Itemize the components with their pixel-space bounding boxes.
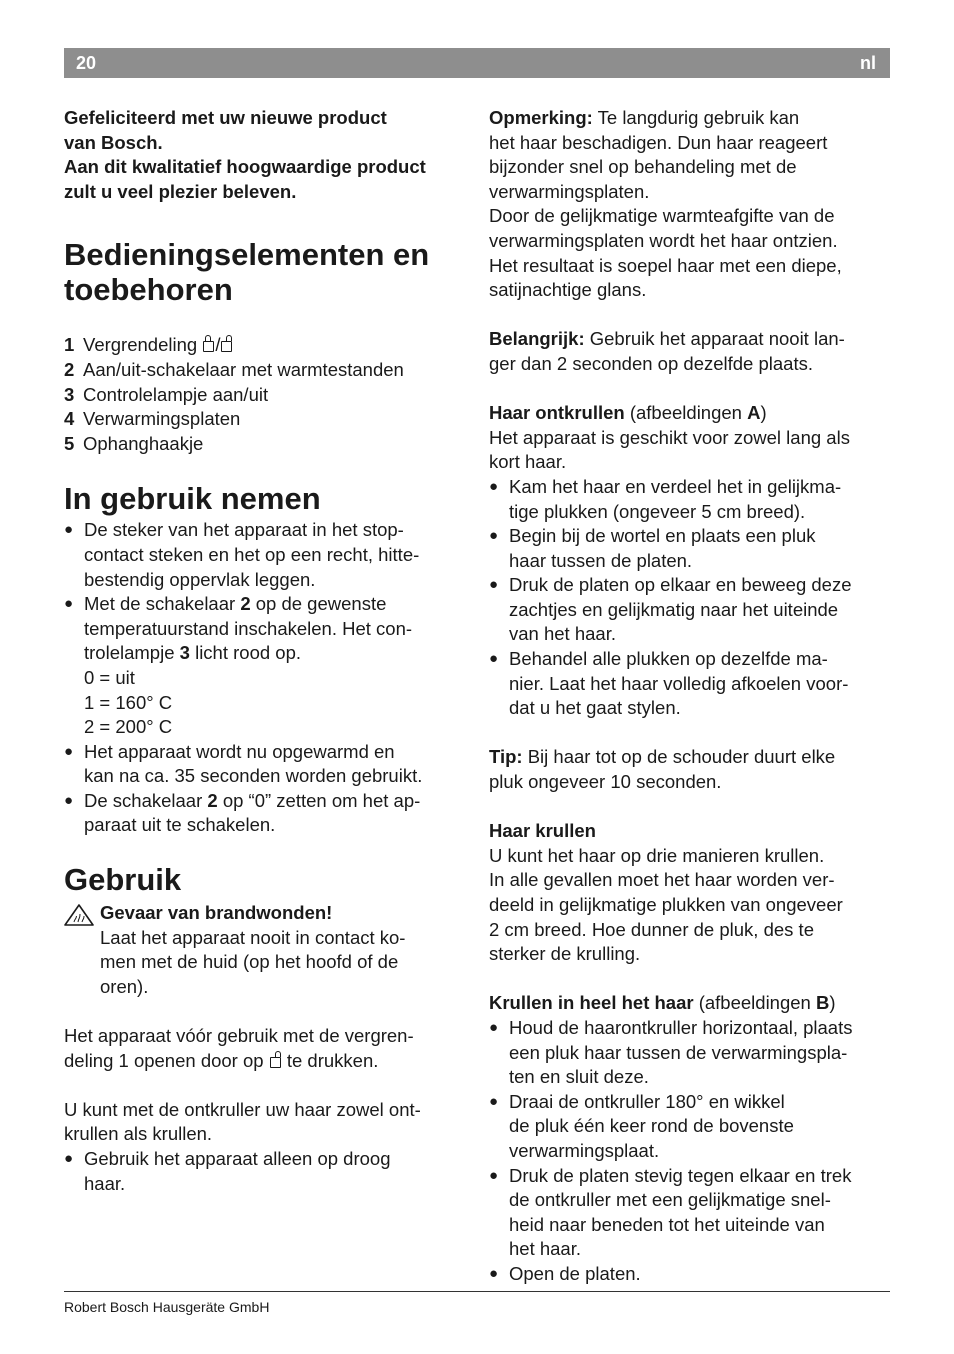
temp-setting: 0 = uit — [84, 666, 135, 688]
lock-open-icon — [270, 1057, 281, 1068]
language-code: nl — [860, 53, 876, 73]
section-title-usage: Gebruik — [64, 862, 182, 898]
parts-item: 5 Ophanghaakje — [64, 432, 204, 454]
section-title-setup: In gebruik nemen — [64, 481, 321, 517]
lock-open-icon — [221, 341, 232, 352]
parts-item: 3 Controlelampje aan/uit — [64, 383, 269, 405]
temp-setting: 2 = 200° C — [84, 716, 173, 738]
uncurl-intro: Het apparaat is geschikt voor zowel lang als kort haar. — [489, 426, 850, 473]
temp-setting: 1 = 160° C — [84, 691, 173, 713]
curl-paragraph: U kunt het haar op drie manieren krullen. In alle gevallen moet het haar worden ver- deeld in gelijkmatige plukken van ongeveer 2 cm breed. Hoe dunner de pluk, des te sterker de krulling. — [489, 844, 843, 965]
section-title-controls: Bedieningselementen en toebehoren — [64, 237, 430, 308]
curl-heading: Haar krullen — [489, 820, 596, 842]
footer-divider — [64, 1291, 890, 1292]
warning-triangle-icon — [64, 904, 94, 926]
usage-list — [64, 1147, 464, 1196]
list-item: ● Begin bij de wortel en plaats een pluk haar tussen de platen. — [489, 524, 891, 573]
list-item: ● Druk de platen op elkaar en beweeg deze zachtjes en gelijkmatig naar het uiteinde van het haar. — [489, 573, 891, 647]
footer-company: Robert Bosch Hausgeräte GmbH — [64, 1299, 270, 1315]
uncurl-heading: Haar ontkrullen (afbeeldingen A) — [489, 402, 767, 424]
warning-title: Gevaar van brandwonden! — [100, 902, 333, 924]
list-item: ● Houd de haarontkruller horizontaal, plaats een pluk haar tussen de verwarmingspla- ten en sluit deze. — [489, 1016, 891, 1090]
left-column — [64, 106, 464, 1196]
list-item: ● De steker van het apparaat in het stop- contact steken en het op een recht, hitte- bestendig oppervlak leggen. — [64, 518, 464, 592]
list-item: ● Druk de platen stevig tegen elkaar en trek de ontkruller met een gelijkmatige snel- heid naar beneden tot het uiteinde van het haar. — [489, 1164, 891, 1262]
list-item: ● De schakelaar 2 op “0” zetten om het ap- paraat uit te schakelen. — [64, 789, 464, 838]
list-item: ● Het apparaat wordt nu opgewarmd en kan na ca. 35 seconden worden gebruikt. — [64, 740, 464, 789]
list-item: ● Met de schakelaar 2 op de gewenste temperatuurstand inschakelen. Het con- trolelampje 3 licht rood op. 0 = uit 1 = 160° C 2 = 200° C — [64, 592, 464, 740]
list-item: ● Open de platen. — [489, 1262, 891, 1287]
usage-paragraph: U kunt met de ontkruller uw haar zowel ont- krullen als krullen. — [64, 1098, 421, 1145]
parts-item: 4 Verwarmingsplaten — [64, 408, 241, 430]
list-item: ● Behandel alle plukken op dezelfde ma- nier. Laat het haar volledig afkoelen voor- dat u het gaat stylen. — [489, 647, 891, 721]
list-item: ● Draai de ontkruller 180° en wikkel de pluk één keer rond de bovenste verwarmingsplaat. — [489, 1090, 891, 1164]
note-paragraph: Opmerking: Te langdurig gebruik kan het haar beschadigen. Dun haar reageert bijzonder snel op behandeling met de verwarmingsplaten. Door de gelijkmatige warmteafgifte van de verwarmingsplaten wordt het haar ontzien. Het resultaat is soepel haar met een diepe, satijnachtige glans. — [489, 107, 842, 301]
lock-closed-icon — [203, 341, 214, 352]
uncurl-list — [489, 475, 891, 721]
curl-all-heading: Krullen in heel het haar (afbeeldingen B) — [489, 992, 836, 1014]
unlock-instruction: Het apparaat vóór gebruik met de vergren- deling 1 openen door op te drukken. — [64, 1025, 414, 1071]
important-paragraph: Belangrijk: Gebruik het apparaat nooit lan- ger dan 2 seconden op dezelfde plaats. — [489, 328, 845, 374]
right-column — [489, 106, 891, 1287]
page-number: 20 — [76, 53, 97, 73]
page-header — [64, 48, 890, 78]
list-item: ● Kam het haar en verdeel het in gelijkma- tige plukken (ongeveer 5 cm breed). — [489, 475, 891, 524]
parts-item: 1 Vergrendeling / — [64, 333, 464, 358]
warning-block: Gevaar van brandwonden! Laat het apparaat nooit in contact ko- men met de huid (op het hoofd of de oren). — [64, 901, 464, 999]
parts-list — [64, 333, 464, 456]
parts-item: 2 Aan/uit-schakelaar met warmtestanden — [64, 358, 404, 380]
intro-text: Gefeliciteerd met uw nieuwe product van Bosch. Aan dit kwalitatief hoogwaardige product zult u veel plezier beleven. — [64, 107, 426, 202]
tip-paragraph: Tip: Bij haar tot op de schouder duurt elke pluk ongeveer 10 seconden. — [489, 746, 836, 793]
list-item: ● Gebruik het apparaat alleen op droog haar. — [64, 1147, 464, 1196]
curl-all-list — [489, 1016, 891, 1287]
setup-list — [64, 518, 464, 838]
